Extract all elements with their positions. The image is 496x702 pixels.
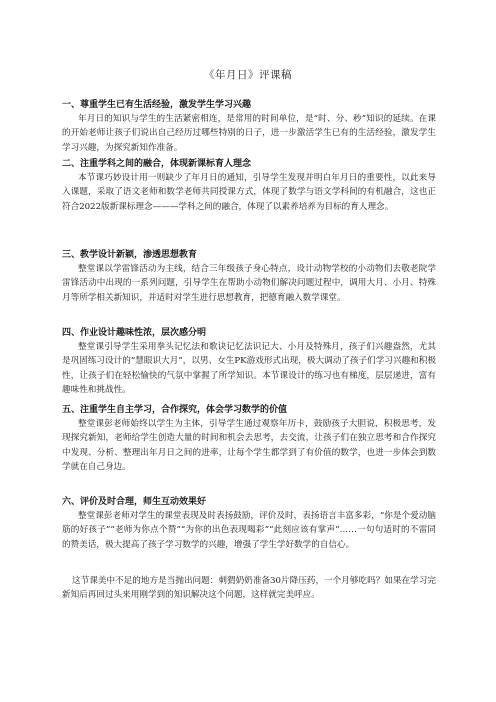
section-5 xyxy=(62,403,436,474)
page-title: 《年月日》评课稿 xyxy=(204,69,292,81)
closing-paragraph: 这节课美中不足的地方是当抛出问题：刺猬奶奶准备30片降压药，一个月够吃吗？如果在学习完新知后再回过头来用刚学到的知识解决这个问题，这样就完美呼应。 xyxy=(62,576,436,601)
section-paragraph: 整堂课以学雷锋活动为主线，结合三年级孩子身心特点，设计动物学校的小动物们去敬老院学雷锋活动中出现的一系列问题，引导学生在帮助小动物们解决问题过程中，调用大月、小月、特殊月等所学相关新知识，并适时对学生进行思想教育，把德育融入数学课堂。 xyxy=(62,264,436,303)
section-heading: 二、注重学科之间的融合，体现新课标育人理念 xyxy=(62,159,252,169)
section-heading: 三、教学设计新颖，渗透思想教育 xyxy=(62,250,198,260)
section-paragraph: 本节课巧妙设计用一则缺少了年月日的通知，引导学生发现并明白年月日的重要性，以此来导入课题，采取了语文老师和数学老师共同授课方式，体现了数学与语文学科间的有机融合，这也正符合2022版新课标理念———学科之间的融合，体现了以素养培养为目标的育人理念。 xyxy=(62,173,436,212)
section-heading: 六、评价及时合理，师生互动效果好 xyxy=(62,497,207,507)
section-heading: 四、作业设计趣味性浓，层次感分明 xyxy=(62,328,207,338)
section-heading: 一、尊重学生已有生活经验，激发学生学习兴趣 xyxy=(62,100,252,110)
section-6 xyxy=(62,495,436,552)
section-paragraph: 年月日的知识与学生的生活紧密相连，是常用的时间单位，是“时、分、秒”知识的延续。在课的开始老师让孩子们说出自己经历过哪些特别的日子，进一步激活学生已有的生活经验，激发学生学习兴趣，为探究新知作准备。 xyxy=(62,114,436,153)
section-1 xyxy=(62,98,436,155)
section-heading: 五、注重学生自主学习，合作探究，体会学习数学的价值 xyxy=(62,405,288,415)
section-paragraph: 整堂课彭老师对学生的课堂表现及时表扬鼓励，评价及时，表扬语言丰富多彩，“你是个爱动脑筋的好孩子”“老师为你点个赞”“为你的出色表现喝彩”“此刻应该有掌声”……一句句适时的不雷同的赞美话，极大提高了孩子学习数学的兴趣，增强了学生学好数学的自信心。 xyxy=(62,511,436,550)
closing-remark xyxy=(62,574,436,603)
section-3 xyxy=(62,248,436,305)
section-paragraph: 整堂课彭老师始终以学生为主体，引导学生通过观察年历卡，鼓励孩子大胆说，积极思考，发现探究新知，老师给学生创造大量的时间和机会去思考，去交流，让孩子们在独立思考和合作探究中发现、分析、整理出年月日之间的进率，让每个学生都学到了有价值的数学，也进一步体会到数学就在自己身边。 xyxy=(62,419,436,472)
section-4 xyxy=(62,326,436,397)
section-2 xyxy=(62,157,436,214)
section-paragraph: 整堂课引导学生采用拳头记忆法和歌诀记忆法识记大、小月及特殊月，孩子们兴趣盎然，尤其是巩固练习设计的“慧眼识大月”，以男、女生PK游戏形式出现，极大调动了孩子们学习兴趣和积极性，让孩子们在轻松愉快的气氛中掌握了所学知识。本节课设计的练习也有梯度，层层递进，富有趣味性和挑战性。 xyxy=(62,342,436,395)
